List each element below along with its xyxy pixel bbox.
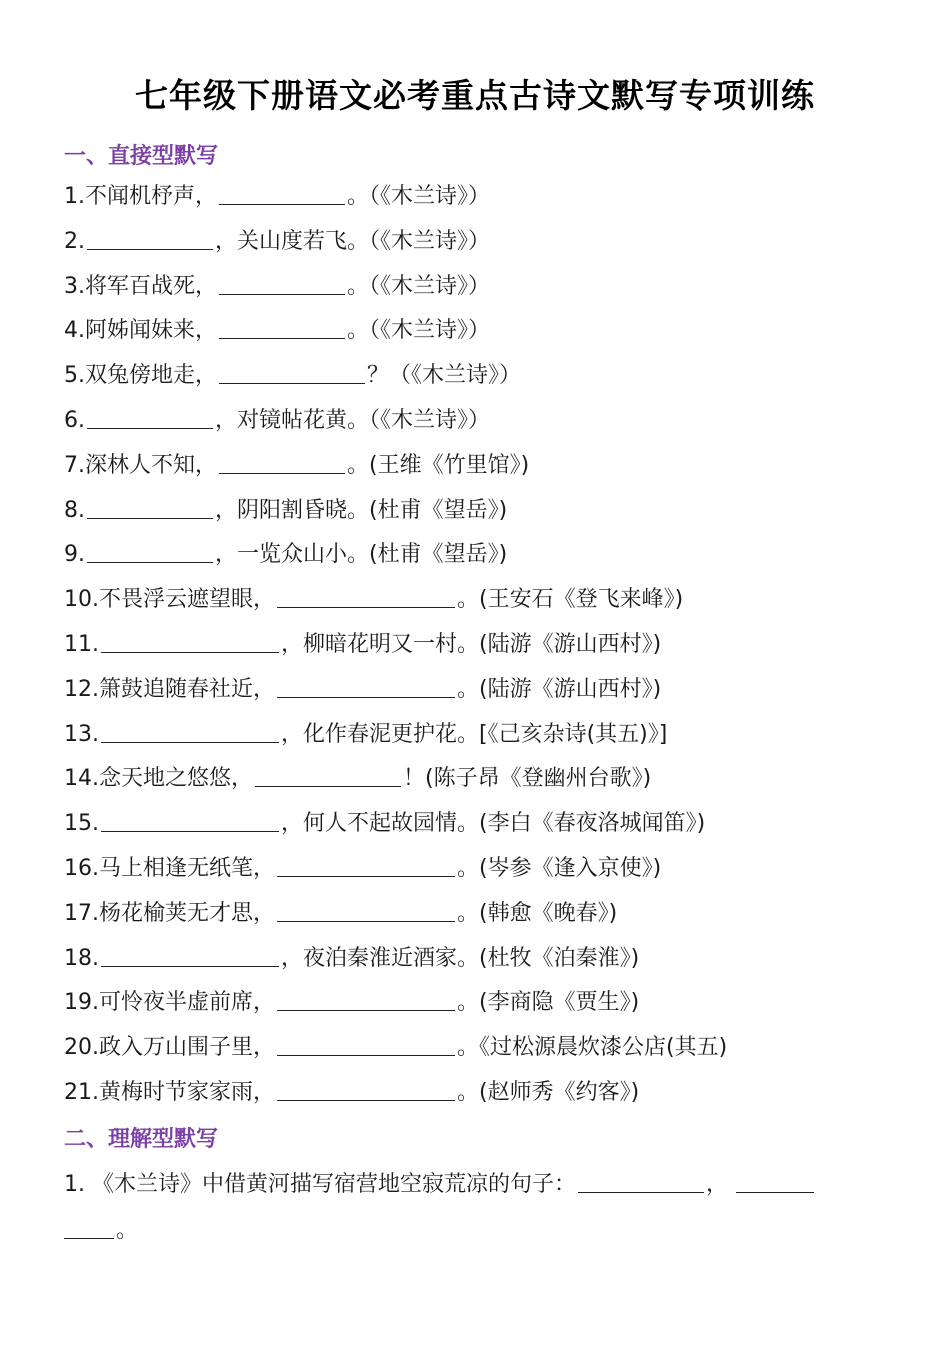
question-item (64, 268, 924, 313)
answer-blank[interactable] (277, 984, 455, 1011)
item-text-after: ，化作春泥更护花。[《己亥杂诗(其五)》] (281, 721, 668, 747)
question-item (64, 984, 924, 1029)
item-number: 10. (64, 587, 99, 613)
answer-blank[interactable] (219, 447, 345, 474)
item-number: 1. (64, 184, 85, 209)
item-text-after: ，对镜帖花黄。（《木兰诗》） (215, 407, 491, 433)
question-item (64, 536, 924, 581)
item-text-before: 黄梅时节家家雨， (99, 1079, 276, 1105)
answer-blank[interactable] (87, 492, 213, 519)
question-item (64, 402, 924, 447)
item-number: 7. (64, 452, 85, 478)
item-number: 18. (64, 945, 99, 971)
item-text-after: 。《过松源晨炊漆公店(其五) (457, 1035, 728, 1061)
question-item (64, 626, 924, 671)
answer-blank[interactable] (277, 581, 455, 608)
item-text-before: 不畏浮云遮望眼， (99, 587, 276, 613)
item-number: 5. (64, 363, 85, 389)
item-number: 21. (64, 1079, 99, 1105)
answer-blank[interactable] (277, 850, 455, 877)
item-text-after: 。(韩愈《晚春》) (457, 900, 618, 926)
item-number: 1. (64, 1172, 85, 1197)
question-item (64, 805, 924, 850)
question-item (64, 850, 924, 895)
question-item (64, 671, 924, 716)
question-item (64, 1029, 924, 1074)
answer-blank[interactable] (101, 716, 279, 743)
item-number: 14. (64, 766, 99, 792)
item-number: 13. (64, 721, 99, 747)
item-number: 8. (64, 497, 85, 523)
end-punctuation: 。 (116, 1218, 139, 1243)
question-item (64, 312, 924, 357)
comprehension-question (64, 1162, 894, 1254)
answer-blank[interactable] (101, 940, 279, 967)
item-text-after: 。(赵师秀《约客》) (457, 1079, 640, 1105)
item-text-after: 。（《木兰诗》） (347, 318, 491, 344)
answer-blank[interactable] (255, 760, 401, 787)
answer-blank[interactable] (219, 312, 345, 339)
answer-blank[interactable] (219, 268, 345, 295)
answer-blank[interactable] (277, 1074, 455, 1101)
item-text-after: 。（《木兰诗》） (347, 273, 491, 299)
item-text-before: 深林人不知， (85, 452, 218, 478)
separator: ， (706, 1172, 729, 1197)
item-text-after: 。(王维《竹里馆》) (347, 452, 530, 478)
item-text-before: 可怜夜半虚前席， (99, 990, 276, 1016)
answer-blank[interactable] (578, 1166, 704, 1193)
page-title: 七年级下册语文必考重点古诗文默写专项训练 (135, 76, 815, 115)
question-item (64, 447, 924, 492)
answer-blank[interactable] (277, 671, 455, 698)
item-text-after: ，阴阳割昏晓。(杜甫《望岳》) (215, 497, 508, 523)
item-number: 20. (64, 1035, 99, 1061)
question-item (64, 760, 924, 805)
item-number: 9. (64, 542, 85, 568)
answer-blank[interactable] (219, 178, 345, 205)
item-text-after: ，关山度若飞。（《木兰诗》） (215, 228, 491, 254)
answer-blank[interactable] (87, 402, 213, 429)
item-text-after: 。(岑参《逢入京使》) (457, 855, 662, 881)
item-text-before: 双兔傍地走， (85, 363, 218, 389)
item-text-after: 。(李商隐《贾生》) (457, 990, 640, 1016)
answer-blank[interactable] (219, 357, 365, 384)
question-item (64, 581, 924, 626)
answer-blank-continued[interactable] (64, 1212, 114, 1239)
item-text-after: 。(陆游《游山西村》) (457, 676, 662, 702)
question-prompt: 《木兰诗》中借黄河描写宿营地空寂荒凉的句子： (92, 1172, 577, 1197)
question-list (64, 178, 924, 1119)
item-text-before: 将军百战死， (85, 273, 218, 299)
item-number: 2. (64, 228, 85, 254)
question-item (64, 492, 924, 537)
item-text-before: 阿姊闻妹来， (85, 318, 218, 344)
item-text-after: ，何人不起故园情。(李白《春夜洛城闻笛》) (281, 811, 706, 837)
item-number: 6. (64, 407, 85, 433)
answer-blank[interactable] (277, 895, 455, 922)
item-text-after: ，柳暗花明又一村。(陆游《游山西村》) (281, 631, 662, 657)
item-text-after: ，夜泊秦淮近酒家。(杜牧《泊秦淮》) (281, 945, 640, 971)
answer-blank[interactable] (101, 805, 279, 832)
question-item (64, 1074, 924, 1119)
question-item (64, 895, 924, 940)
answer-blank[interactable] (87, 223, 213, 250)
question-item (64, 223, 924, 268)
item-number: 19. (64, 990, 99, 1016)
item-number: 16. (64, 855, 99, 881)
section-heading-comprehension: 二、理解型默写 (64, 1127, 219, 1152)
item-text-after: 。(王安石《登飞来峰》) (457, 587, 684, 613)
item-number: 17. (64, 900, 99, 926)
item-text-before: 杨花榆荚无才思， (99, 900, 276, 926)
question-item (64, 357, 924, 402)
item-text-before: 不闻机杼声， (85, 184, 218, 209)
item-text-after: ？（《木兰诗》） (367, 363, 522, 389)
item-number: 12. (64, 676, 99, 702)
answer-blank[interactable] (87, 536, 213, 563)
item-text-before: 箫鼓追随春社近， (99, 676, 276, 702)
question-item (64, 178, 924, 223)
question-item (64, 716, 924, 761)
item-number: 3. (64, 273, 85, 299)
answer-blank[interactable] (736, 1166, 814, 1193)
item-number: 11. (64, 631, 99, 657)
item-text-after: ！(陈子昂《登幽州台歌》) (403, 766, 652, 792)
section-heading-direct: 一、直接型默写 (64, 144, 219, 169)
item-text-before: 念天地之悠悠， (99, 766, 254, 792)
item-text-after: 。（《木兰诗》） (347, 184, 491, 209)
item-text-before: 马上相逢无纸笔， (99, 855, 276, 881)
item-text-before: 政入万山围子里， (99, 1035, 276, 1061)
item-number: 4. (64, 318, 85, 344)
answer-blank[interactable] (101, 626, 279, 653)
item-number: 15. (64, 811, 99, 837)
item-text-after: ，一览众山小。(杜甫《望岳》) (215, 542, 508, 568)
question-item (64, 940, 924, 985)
answer-blank[interactable] (277, 1029, 455, 1056)
